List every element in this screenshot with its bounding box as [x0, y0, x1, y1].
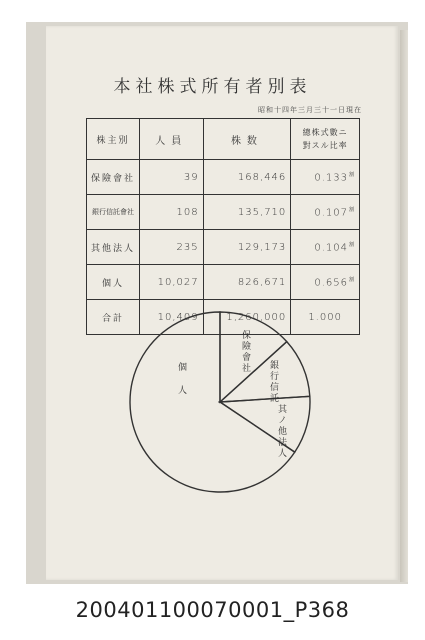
ratio-unit: 割: [348, 241, 355, 248]
image-caption: 200401100070001_P368: [75, 598, 350, 622]
row-persons: 10,409: [140, 300, 204, 335]
row-shares: 135,710: [203, 195, 291, 230]
row-label: 合計: [87, 300, 140, 335]
header-persons: 人員: [140, 119, 204, 160]
row-persons: 235: [140, 230, 204, 265]
pie-label-insurance: 保險會社: [240, 330, 250, 374]
pie-label-bank: 銀行信託: [268, 360, 278, 404]
row-persons: 10,027: [140, 265, 204, 300]
header-category: 株主別: [87, 119, 140, 160]
table-row: [87, 195, 360, 230]
ratio-value: 0.107: [314, 207, 348, 219]
page-edge: [400, 30, 408, 582]
table-row: [87, 265, 360, 300]
pie-slice-other: [220, 396, 310, 452]
pie-svg: [120, 308, 320, 508]
pie-label-other: 其ノ他法人: [276, 404, 286, 459]
ratio-value: 0.656: [314, 277, 348, 289]
ratio-value: 0.133: [314, 172, 348, 184]
header-ratio-line1: 總株式數ニ: [302, 128, 348, 137]
row-label: 個人: [87, 265, 140, 300]
row-persons: 39: [140, 160, 204, 195]
row-label: 保險會社: [87, 160, 140, 195]
row-ratio: [291, 265, 360, 300]
row-ratio: [291, 230, 360, 265]
row-shares: 1,260,000: [203, 300, 291, 335]
row-label: 銀行信託會社: [87, 195, 140, 230]
document-title: 本社株式所有者別表: [113, 77, 312, 97]
pie-slice-bank: [220, 342, 310, 402]
table-header-row: [87, 119, 360, 160]
row-persons: 108: [140, 195, 204, 230]
ratio-unit: 割: [348, 276, 355, 283]
row-label: 其他法人: [87, 230, 140, 265]
ratio-value: 0.104: [314, 242, 348, 254]
ratio-unit: 割: [348, 206, 355, 213]
ownership-pie-chart: [120, 308, 320, 508]
ratio-unit: 割: [348, 171, 355, 178]
row-shares: 129,173: [203, 230, 291, 265]
row-ratio: [291, 195, 360, 230]
table-row: [87, 160, 360, 195]
header-ratio-line2: 對スル比率: [302, 141, 348, 150]
as-of-date: 昭和十四年三月三十一日現在: [258, 106, 362, 114]
shareholder-table: [86, 118, 360, 335]
header-shares: 株数: [203, 119, 291, 160]
header-ratio: [291, 119, 360, 160]
table-row: [87, 230, 360, 265]
row-ratio: [291, 160, 360, 195]
row-shares: 168,446: [203, 160, 291, 195]
pie-label-individual: 個人: [176, 362, 186, 408]
row-shares: 826,671: [203, 265, 291, 300]
row-ratio: 1.000: [291, 300, 360, 335]
